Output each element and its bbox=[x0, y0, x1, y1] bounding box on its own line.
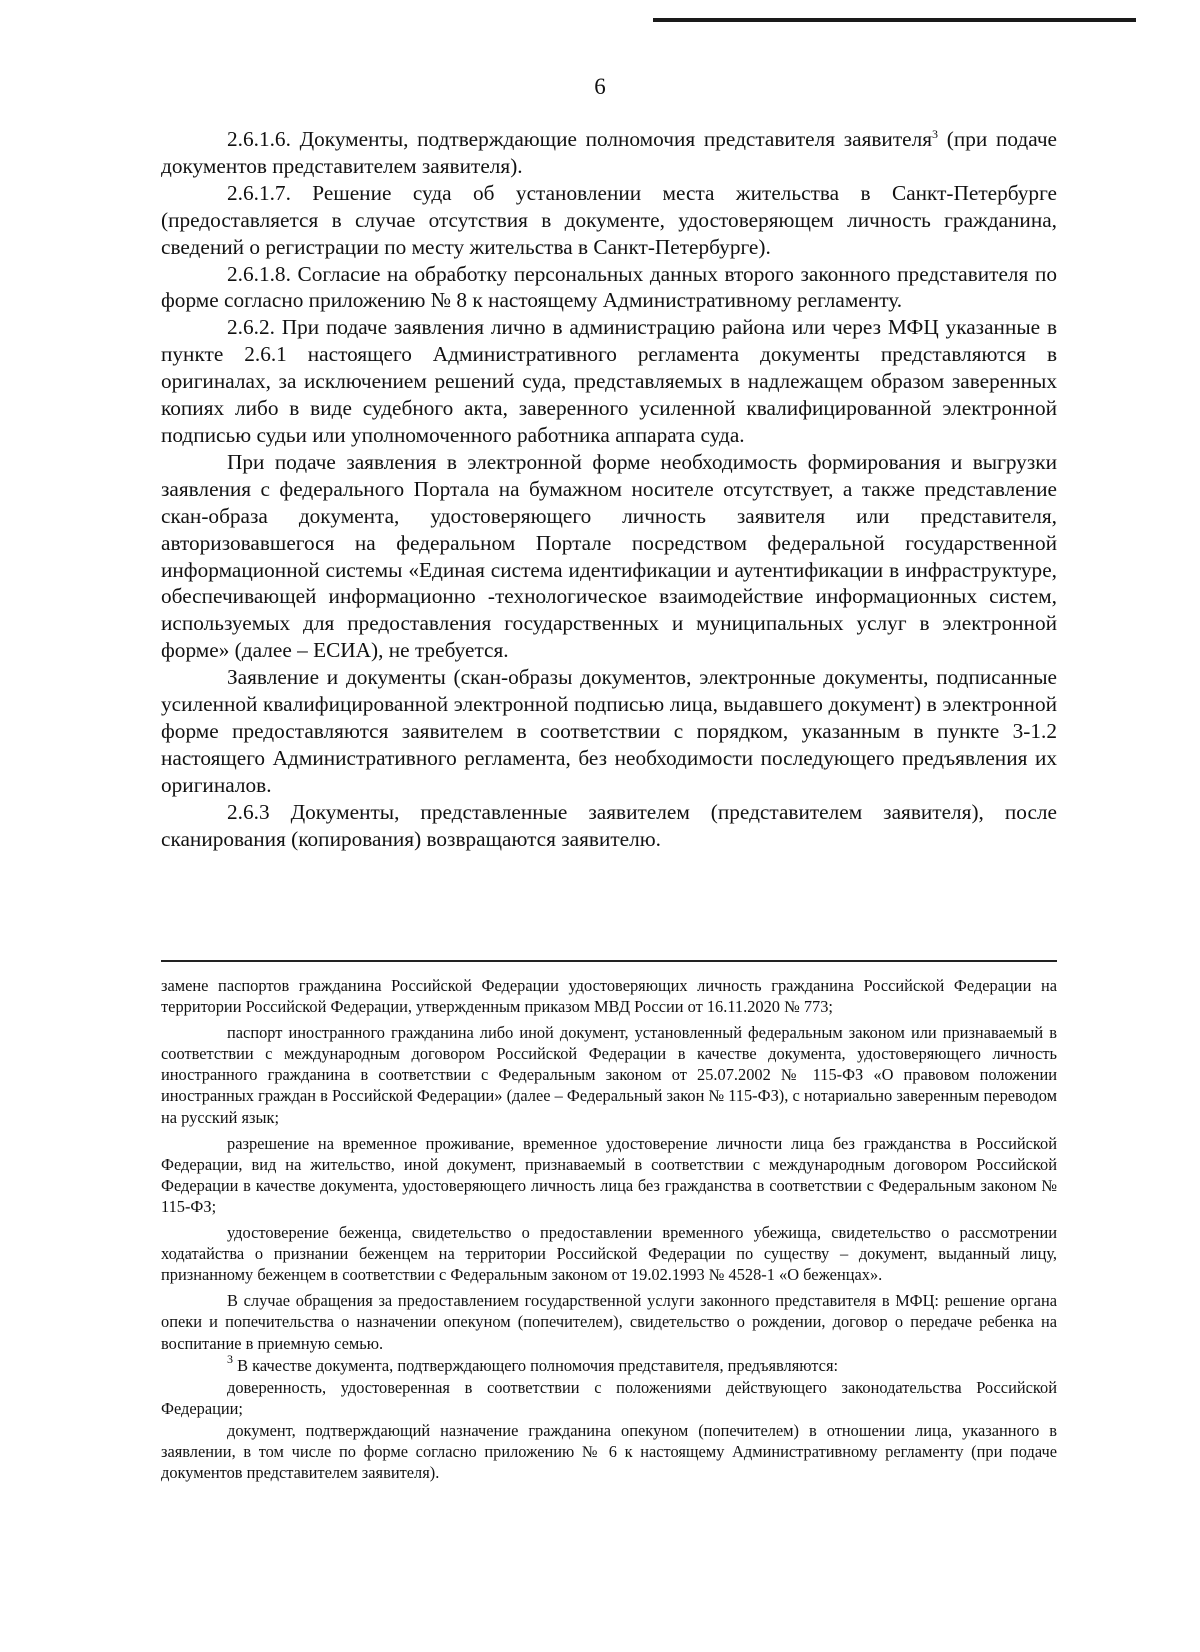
footnote-item: документ, подтверждающий назначение гражданина опекуном (попечителем) в отношении лица, указанного в заявлении, в том числе по форме согласно приложению № 6 к настоящему Административному регламенту (при подаче документов представителем заявителя). bbox=[161, 1420, 1057, 1483]
paragraph-2-6-3: 2.6.3 Документы, представленные заявителем (представителем заявителя), после сканирования (копирования) возвращаются заявителю. bbox=[161, 799, 1057, 851]
paragraph-text: 2.6.1.6. Документы, подтверждающие полномочия представителя заявителя bbox=[227, 127, 933, 151]
footnote-3 bbox=[161, 1351, 1057, 1376]
footnote-ref: 3 bbox=[932, 127, 939, 141]
page-number: 6 bbox=[594, 74, 606, 99]
footnote-item: удостоверение беженца, свидетельство о предоставлении временного убежища, свидетельство о рассмотрении ходатайства о признании беженцем на территории Российской Федерации по существу – документ, выданный лицу, признанному беженцем в соответствии с Федеральным законом от 19.02.1993 № 4528-1 «О беженцах». bbox=[161, 1223, 1057, 1285]
paragraph-2-6-1-6 bbox=[161, 126, 1057, 180]
paragraph-electronic-documents: Заявление и документы (скан-образы документов, электронные документы, подписанные усиленной квалифицированной электронной подписью лица, выдавшего документ) в электронной форме предоставляются заявителем в соответствии с порядком, указанным в пункте 3-1.2 настоящего Административного регламента, без необходимости последующего предъявления их оригиналов. bbox=[161, 665, 1057, 797]
paragraph-electronic-submission: При подаче заявления в электронной форме необходимость формирования и выгрузки заявления с федерального Портала на бумажном носителе отсутствует, а также представление скан-образа документа, удостоверяющего личность заявителя или представителя, авторизовавшегося на федеральном Портале посредством федеральной государственной информационной системы «Единая система идентификации и аутентификации в инфраструктуре, обеспечивающей информационно -технологическое взаимодействие информационных систем, используемых для предоставления государственных и муниципальных услуг в электронной форме» (далее – ЕСИА), не требуется. bbox=[161, 449, 1057, 663]
main-text bbox=[161, 126, 1057, 852]
footnote-continuation: замене паспортов гражданина Российской Федерации удостоверяющих личность гражданина Российской Федерации на территории Российской Федерации, утвержденным приказом МВД России от 16.11.2020 № 773; bbox=[161, 976, 1057, 1017]
paragraph-2-6-1-8: 2.6.1.8. Согласие на обработку персональных данных второго законного представителя по форме согласно приложению № 8 к настоящему Административному регламенту. bbox=[161, 261, 1057, 313]
footnote-item: разрешение на временное проживание, временное удостоверение личности лица без гражданства в Российской Федерации, вид на жительство, иной документ, признаваемый в соответствии с международным договором Российской Федерации в качестве документа, удостоверяющего личность лица без гражданства в соответствии с Федеральным законом № 115-ФЗ; bbox=[161, 1133, 1057, 1216]
footnotes bbox=[161, 975, 1057, 1488]
footnote-separator bbox=[161, 960, 1057, 962]
footnote-item: В случае обращения за предоставлением государственной услуги законного представителя в МФЦ: решение органа опеки и попечительства о назначении опекуном (попечителем), свидетельство о рождении, договор о передаче ребенка на воспитание в приемную семью. bbox=[161, 1291, 1057, 1353]
footnote-marker: 3 bbox=[227, 1351, 233, 1366]
paragraph-text-tail: (при подаче документов представителем заявителя). bbox=[161, 127, 1057, 178]
footnote-item: паспорт иностранного гражданина либо иной документ, установленный федеральным законом или признаваемый в соответствии с международным договором Российской Федерации в качестве документа, удостоверяющего личность иностранного гражданина в соответствии с Федеральным законом от 25.07.2002 № 115-ФЗ «О правовом положении иностранных граждан в Российской Федерации» (далее – Федеральный закон № 115-ФЗ), с нотариально заверенным переводом на русский язык; bbox=[161, 1023, 1057, 1127]
paragraph-2-6-1-7: 2.6.1.7. Решение суда об установлении места жительства в Санкт-Петербурге (предоставляется в случае отсутствия в документе, удостоверяющем личность гражданина, сведений о регистрации по месту жительства в Санкт-Петербурге). bbox=[161, 180, 1057, 259]
header-rule bbox=[653, 18, 1136, 22]
paragraph-2-6-2: 2.6.2. При подаче заявления лично в администрацию района или через МФЦ указанные в пункте 2.6.1 настоящего Административного регламента документы представляются в оригиналах, за исключением решений суда, представляемых в надлежащем образом заверенных копиях либо в виде судебного акта, заверенного усиленной квалифицированной электронной подписью судьи или уполномоченного работника аппарата суда. bbox=[161, 315, 1057, 447]
footnote-item: доверенность, удостоверенная в соответствии с положениями действующего законодательства Российской Федерации; bbox=[161, 1377, 1057, 1418]
footnote-text-tail: В качестве документа, подтверждающего полномочия представителя, предъявляются: bbox=[233, 1355, 839, 1375]
